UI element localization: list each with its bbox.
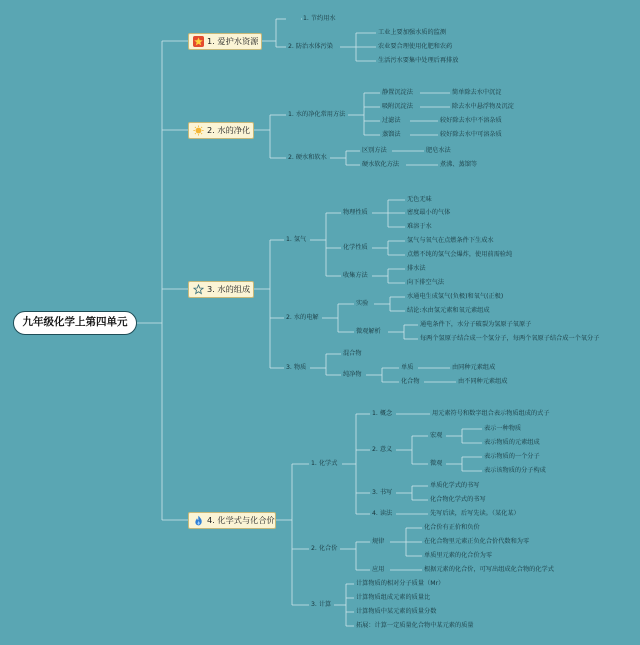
node-molecule-breaks[interactable]: 通电条件下，水分子破裂为氢原子氧原子	[420, 321, 532, 328]
node-valence-application[interactable]: 应用	[372, 566, 385, 573]
node-filtration-desc[interactable]: 较好除去水中不溶杂质	[440, 117, 502, 124]
main-topic-3-label: 3. 水的组成	[207, 284, 251, 294]
node-element-substance[interactable]: 单质	[401, 364, 414, 371]
node-chemical-formula[interactable]: 1. 化学式	[311, 460, 338, 467]
node-calculation[interactable]: 3. 计算	[311, 601, 332, 608]
node-electrolysis[interactable]: 2. 水的电解	[286, 314, 319, 321]
node-sewage-treatment[interactable]: 生活污水要集中处理后再排放	[378, 57, 459, 64]
main-topic-4[interactable]	[188, 512, 276, 529]
node-substance[interactable]: 3. 物质	[286, 364, 307, 371]
root-topic[interactable]: 九年级化学上第四单元	[13, 311, 137, 335]
node-insoluble[interactable]: 难溶于水	[407, 223, 432, 230]
node-valence-sum-zero[interactable]: 在化合物里元素正负化合价代数和为零	[424, 538, 530, 545]
node-concept-desc[interactable]: 用元素符号和数字组合表示物质组成的式子	[432, 410, 550, 417]
node-water-saving[interactable]: 1. 节约用水	[303, 15, 336, 22]
node-electrolysis-conclusion[interactable]: 结论:水由氢元素和氧元素组成	[407, 307, 490, 314]
node-macro-substance[interactable]: 表示一种物质	[484, 425, 522, 432]
node-adsorption-sedimentation[interactable]: 吸附沉淀法	[382, 103, 413, 110]
node-valence-application-desc[interactable]: 根据元素的化合价，可写出组成化合物的化学式	[424, 566, 554, 573]
node-lowest-density[interactable]: 密度最小的气体	[407, 209, 451, 216]
node-static-sedimentation-desc[interactable]: 简单除去水中沉淀	[452, 89, 502, 96]
node-water-pollution[interactable]: 2. 防治水体污染	[288, 43, 333, 50]
node-hydrogen[interactable]: 1. 氢气	[286, 236, 307, 243]
node-physical-properties[interactable]: 物理性质	[343, 209, 368, 216]
node-macro-elements[interactable]: 表示物质的元素组成	[484, 439, 540, 446]
node-hard-soft-water[interactable]: 2. 硬水和软水	[288, 154, 327, 161]
node-macro[interactable]: 宏观	[430, 432, 443, 439]
node-writing[interactable]: 3. 书写	[372, 489, 393, 496]
node-calc-mass-ratio[interactable]: 计算物质组成元素的质量比	[356, 594, 431, 601]
node-micro[interactable]: 微观	[430, 460, 443, 467]
node-electrolysis-result[interactable]: 水通电生成氢气(负极)和氧气(正极)	[407, 293, 504, 300]
node-concept[interactable]: 1. 概念	[372, 410, 393, 417]
node-adsorption-sedimentation-desc[interactable]: 除去水中悬浮物及沉淀	[452, 103, 514, 110]
node-micro-molecule[interactable]: 表示物质的一个分子	[484, 453, 540, 460]
node-hydrogen-burns[interactable]: 氢气与氧气在点燃条件下生成水	[407, 237, 494, 244]
sun-icon	[193, 125, 204, 136]
flame-icon	[193, 515, 204, 526]
star-outline-icon	[193, 284, 204, 295]
node-experiment[interactable]: 实验	[356, 300, 369, 307]
node-micro-analysis[interactable]: 微观解析	[356, 328, 381, 335]
node-distillation-desc[interactable]: 较好除去水中可溶杂质	[440, 131, 502, 138]
node-chemical-properties[interactable]: 化学性质	[343, 244, 368, 251]
node-compound[interactable]: 化合物	[401, 378, 420, 385]
node-boil-distill[interactable]: 煮沸、蒸馏等	[440, 161, 478, 168]
node-colorless-odorless[interactable]: 无色无味	[407, 196, 432, 203]
main-topic-3[interactable]	[188, 281, 254, 298]
main-topic-4-label: 4. 化学式与化合价	[207, 515, 275, 525]
node-writing-compound[interactable]: 化合物化学式的书写	[430, 496, 486, 503]
node-calc-molecular-mass[interactable]: 计算物质的相对分子质量（Mr）	[356, 580, 445, 587]
node-downward-air[interactable]: 向下排空气法	[407, 279, 445, 286]
node-soap-water-method[interactable]: 肥皂水法	[426, 147, 451, 154]
node-static-sedimentation[interactable]: 静置沉淀法	[382, 89, 413, 96]
node-element-substance-desc[interactable]: 由同种元素组成	[452, 364, 496, 371]
node-distillation[interactable]: 蒸馏法	[382, 131, 401, 138]
node-writing-element[interactable]: 单质化学式的书写	[430, 482, 480, 489]
node-pure-substance[interactable]: 纯净物	[343, 371, 362, 378]
node-purity-check[interactable]: 点燃不纯的氢气会爆炸，使用前需验纯	[407, 251, 513, 258]
node-filtration[interactable]: 过滤法	[382, 117, 401, 124]
node-meaning[interactable]: 2. 意义	[372, 446, 393, 453]
main-topic-1[interactable]	[188, 33, 262, 50]
main-topic-2[interactable]	[188, 122, 254, 139]
node-collection-method[interactable]: 收集方法	[343, 272, 368, 279]
node-atoms-combine[interactable]: 每两个氢原子结合成一个氢分子，每两个氧原子结合成一个氧分子	[420, 335, 600, 342]
node-mixture[interactable]: 混合物	[343, 350, 362, 357]
node-valence-rules[interactable]: 规律	[372, 538, 385, 545]
node-industry-monitoring[interactable]: 工业上要加强水质的监测	[378, 29, 447, 36]
node-distinguish-method[interactable]: 区别方法	[362, 147, 387, 154]
main-topic-1-label: 1. 爱护水资源	[207, 36, 259, 46]
node-reading[interactable]: 4. 读法	[372, 510, 393, 517]
node-calc-mass-fraction[interactable]: 计算物质中某元素的质量分数	[356, 608, 437, 615]
node-water-displacement[interactable]: 排水法	[407, 265, 426, 272]
node-compound-desc[interactable]: 由不同种元素组成	[458, 378, 508, 385]
node-purification-methods[interactable]: 1. 水的净化常用方法	[288, 111, 346, 118]
node-agriculture-fertilizer[interactable]: 农业要合理使用化肥和农药	[378, 43, 453, 50]
node-valence-element-zero[interactable]: 单质里元素的化合价为零	[424, 552, 493, 559]
node-micro-structure[interactable]: 表示该物质的分子构成	[484, 467, 546, 474]
star-red-icon	[193, 36, 204, 47]
node-reading-desc[interactable]: 先写后读，后写先读。（某化某）	[430, 510, 520, 517]
node-calc-extension[interactable]: 拓展：计算一定质量化合物中某元素的质量	[356, 622, 474, 629]
main-topic-2-label: 2. 水的净化	[207, 125, 251, 135]
node-valence[interactable]: 2. 化合价	[311, 545, 338, 552]
node-softening-method[interactable]: 硬水软化方法	[362, 161, 400, 168]
node-valence-positive-negative[interactable]: 化合价有正价和负价	[424, 524, 480, 531]
